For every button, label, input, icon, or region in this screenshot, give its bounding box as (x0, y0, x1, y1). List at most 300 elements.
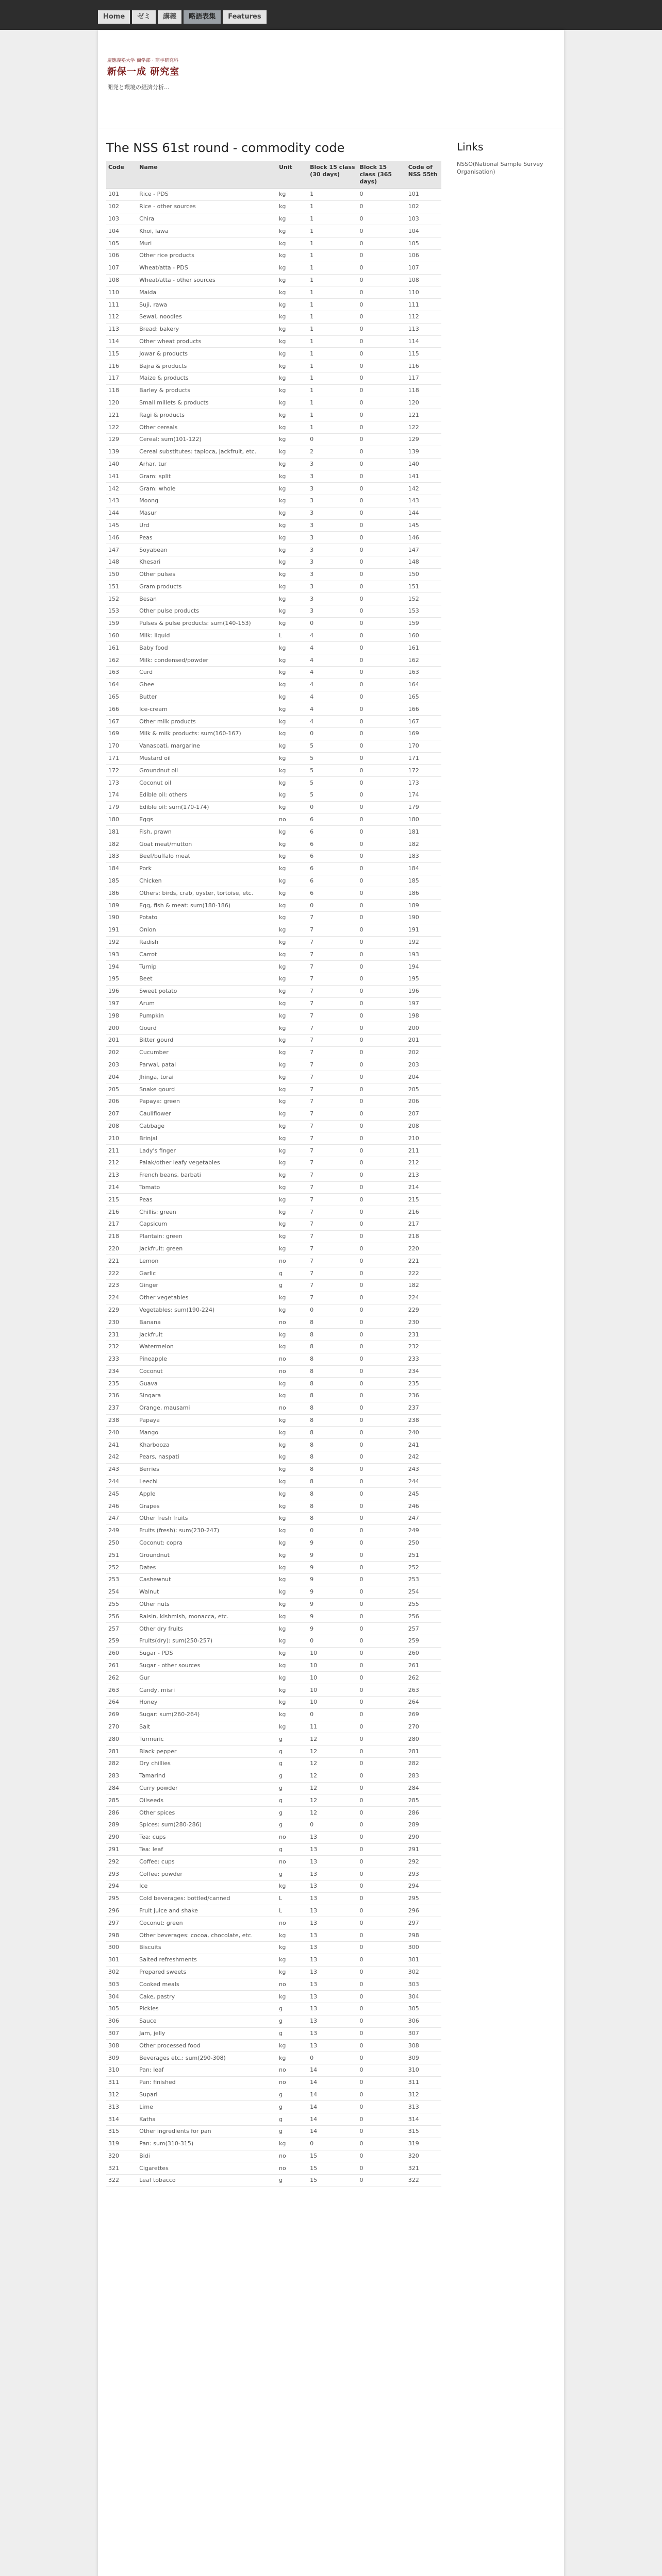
nav-item-0[interactable]: Home (98, 10, 130, 24)
cell-code: 161 (106, 642, 137, 654)
cell-block15-30days: 13 (308, 1991, 357, 2003)
cell-block15-30days: 0 (308, 2052, 357, 2064)
cell-code: 246 (106, 1500, 137, 1513)
cell-block15-30days: 8 (308, 1463, 357, 1476)
table-row (106, 1451, 441, 1464)
cell-unit: kg (277, 1991, 308, 2003)
cell-name: Fruit juice and shake (137, 1905, 277, 1917)
cell-block15-30days: 4 (308, 703, 357, 716)
cell-code: 281 (106, 1745, 137, 1758)
cell-name: Milk: condensed/powder (137, 654, 277, 667)
table-row (106, 2015, 441, 2027)
table-row (106, 887, 441, 900)
cell-nss55-code: 224 (406, 1292, 441, 1304)
cell-block15-365days: 0 (357, 532, 406, 544)
cell-nss55-code: 245 (406, 1488, 441, 1500)
cell-block15-30days: 0 (308, 1524, 357, 1537)
table-row (106, 1647, 441, 1659)
cell-unit: kg (277, 1218, 308, 1230)
cell-block15-365days: 0 (357, 495, 406, 507)
cell-name: Salt (137, 1721, 277, 1733)
cell-code: 122 (106, 421, 137, 434)
cell-name: Wheat/atta - other sources (137, 274, 277, 286)
cell-name: Lime (137, 2101, 277, 2113)
cell-code: 169 (106, 728, 137, 740)
table-row (106, 1279, 441, 1292)
cell-name: Guava (137, 1378, 277, 1390)
cell-block15-30days: 8 (308, 1414, 357, 1427)
table-body (106, 189, 441, 2187)
table-row (106, 1145, 441, 1157)
table-row (106, 544, 441, 556)
cell-code: 181 (106, 826, 137, 838)
table-row (106, 1402, 441, 1414)
cell-code: 310 (106, 2064, 137, 2076)
cell-block15-30days: 10 (308, 1659, 357, 1672)
cell-name: Biscuits (137, 1941, 277, 1954)
cell-nss55-code: 254 (406, 1586, 441, 1598)
cell-nss55-code: 103 (406, 213, 441, 225)
cell-code: 303 (106, 1978, 137, 1991)
cell-code: 243 (106, 1463, 137, 1476)
cell-unit: kg (277, 691, 308, 703)
cell-nss55-code: 147 (406, 544, 441, 556)
cell-block15-30days: 7 (308, 1059, 357, 1071)
cell-name: Milk & milk products: sum(160-167) (137, 728, 277, 740)
cell-nss55-code: 306 (406, 2015, 441, 2027)
cell-unit: kg (277, 1341, 308, 1353)
table-row (106, 1843, 441, 1856)
cell-code: 148 (106, 556, 137, 568)
cell-code: 301 (106, 1954, 137, 1966)
cell-code: 170 (106, 740, 137, 752)
cell-name: Other processed food (137, 2040, 277, 2052)
cell-name: Bajra & products (137, 360, 277, 372)
cell-block15-30days: 4 (308, 716, 357, 728)
cell-block15-365days: 0 (357, 348, 406, 360)
cell-block15-365days: 0 (357, 1267, 406, 1280)
cell-code: 202 (106, 1046, 137, 1059)
cell-unit: kg (277, 1230, 308, 1243)
table-row (106, 470, 441, 483)
table-row (106, 1181, 441, 1194)
cell-block15-30days: 10 (308, 1672, 357, 1684)
table-row (106, 286, 441, 299)
cell-block15-30days: 7 (308, 1243, 357, 1255)
cell-name: Sauce (137, 2015, 277, 2027)
cell-block15-30days: 0 (308, 801, 357, 814)
cell-code: 121 (106, 409, 137, 421)
cell-name: Bitter gourd (137, 1034, 277, 1046)
table-row (106, 814, 441, 826)
cell-unit: kg (277, 593, 308, 605)
cell-code: 237 (106, 1402, 137, 1414)
cell-nss55-code: 213 (406, 1169, 441, 1181)
cell-block15-365days: 0 (357, 519, 406, 532)
cell-name: Pulses & pulse products: sum(140-153) (137, 617, 277, 630)
cell-nss55-code: 292 (406, 1856, 441, 1868)
table-row (106, 826, 441, 838)
table-row (106, 458, 441, 470)
cell-nss55-code: 211 (406, 1145, 441, 1157)
cell-unit: kg (277, 1476, 308, 1488)
cell-nss55-code: 319 (406, 2138, 441, 2150)
cell-name: Lemon (137, 1255, 277, 1267)
cell-nss55-code: 116 (406, 360, 441, 372)
cell-unit: kg (277, 1120, 308, 1132)
table-row (106, 961, 441, 973)
cell-block15-365days: 0 (357, 1647, 406, 1659)
cell-unit: kg (277, 1537, 308, 1549)
cell-block15-30days: 14 (308, 2089, 357, 2101)
cell-block15-30days: 14 (308, 2113, 357, 2126)
cell-unit: g (277, 1819, 308, 1831)
cell-unit: kg (277, 286, 308, 299)
cell-unit: kg (277, 1108, 308, 1120)
cell-nss55-code: 179 (406, 801, 441, 814)
cell-nss55-code: 282 (406, 1758, 441, 1770)
cell-name: Pan: finished (137, 2076, 277, 2089)
cell-block15-365days: 0 (357, 1770, 406, 1782)
cell-name: Dry chillies (137, 1758, 277, 1770)
cell-unit: kg (277, 1562, 308, 1574)
cell-unit: g (277, 1279, 308, 1292)
cell-code: 298 (106, 1929, 137, 1942)
cell-code: 232 (106, 1341, 137, 1353)
table-row (106, 2052, 441, 2064)
cell-nss55-code: 259 (406, 1635, 441, 1648)
cell-unit: kg (277, 667, 308, 679)
cell-unit: kg (277, 642, 308, 654)
cell-code: 142 (106, 483, 137, 495)
cell-code: 280 (106, 1733, 137, 1745)
cell-code: 260 (106, 1647, 137, 1659)
cell-block15-365days: 0 (357, 691, 406, 703)
cell-code: 259 (106, 1635, 137, 1648)
cell-block15-30days: 12 (308, 1782, 357, 1794)
cell-code: 141 (106, 470, 137, 483)
cell-name: Rice - other sources (137, 200, 277, 213)
cell-unit: kg (277, 409, 308, 421)
table-row (106, 985, 441, 997)
cell-block15-365days: 0 (357, 961, 406, 973)
cell-block15-30days: 13 (308, 1856, 357, 1868)
cell-block15-365days: 0 (357, 335, 406, 348)
cell-block15-30days: 1 (308, 372, 357, 384)
cell-nss55-code: 301 (406, 1954, 441, 1966)
cell-block15-30days: 1 (308, 299, 357, 311)
cell-block15-365days: 0 (357, 1402, 406, 1414)
cell-name: Chira (137, 213, 277, 225)
table-row (106, 1108, 441, 1120)
cell-name: Khesari (137, 556, 277, 568)
table-row (106, 617, 441, 630)
cell-nss55-code: 170 (406, 740, 441, 752)
cell-block15-365days: 0 (357, 1046, 406, 1059)
cell-unit: kg (277, 1635, 308, 1648)
cell-unit: kg (277, 973, 308, 986)
cell-block15-365days: 0 (357, 2175, 406, 2187)
cell-code: 201 (106, 1034, 137, 1046)
table-row (106, 1034, 441, 1046)
cell-name: Mustard oil (137, 752, 277, 765)
main-navigation (98, 0, 562, 30)
cell-block15-30days: 1 (308, 249, 357, 262)
cell-block15-30days: 3 (308, 544, 357, 556)
cell-block15-30days: 12 (308, 1807, 357, 1819)
table-row (106, 1427, 441, 1439)
cell-block15-30days: 7 (308, 1132, 357, 1145)
cell-code: 195 (106, 973, 137, 986)
cell-name: Cereal: sum(101-122) (137, 433, 277, 446)
cell-name: Goat meat/mutton (137, 838, 277, 851)
cell-code: 108 (106, 274, 137, 286)
table-row (106, 1697, 441, 1709)
cell-unit: kg (277, 1941, 308, 1954)
cell-name: Coconut: copra (137, 1537, 277, 1549)
cell-nss55-code: 163 (406, 667, 441, 679)
cell-block15-30days: 8 (308, 1451, 357, 1464)
table-row (106, 1549, 441, 1562)
cell-unit: kg (277, 1966, 308, 1978)
cell-name: Papaya (137, 1414, 277, 1427)
cell-block15-365days: 0 (357, 1488, 406, 1500)
cell-nss55-code: 167 (406, 716, 441, 728)
cell-unit: kg (277, 765, 308, 777)
table-row (106, 851, 441, 863)
cell-block15-30days: 8 (308, 1341, 357, 1353)
cell-nss55-code: 234 (406, 1365, 441, 1378)
cell-block15-365days: 0 (357, 262, 406, 274)
cell-code: 322 (106, 2175, 137, 2187)
sidebar (457, 141, 555, 176)
table-row (106, 262, 441, 274)
cell-block15-30days: 13 (308, 1929, 357, 1942)
table-row (106, 1758, 441, 1770)
cell-name: Cooked meals (137, 1978, 277, 1991)
cell-name: Curd (137, 667, 277, 679)
table-row (106, 1463, 441, 1476)
cell-unit: kg (277, 568, 308, 581)
cell-unit: L (277, 1892, 308, 1905)
table-row (106, 2089, 441, 2101)
table-row (106, 556, 441, 568)
cell-unit: kg (277, 936, 308, 948)
cell-name: Pan: leaf (137, 2064, 277, 2076)
cell-code: 241 (106, 1439, 137, 1451)
cell-name: Sewai, noodles (137, 311, 277, 323)
cell-code: 321 (106, 2162, 137, 2175)
table-row (106, 642, 441, 654)
cell-name: Pineapple (137, 1353, 277, 1365)
cell-block15-365days: 0 (357, 1353, 406, 1365)
cell-block15-30days: 1 (308, 421, 357, 434)
cell-block15-365days: 0 (357, 814, 406, 826)
table-row (106, 446, 441, 458)
table-row (106, 1623, 441, 1635)
cell-nss55-code: 302 (406, 1966, 441, 1978)
cell-unit: kg (277, 1427, 308, 1439)
cell-code: 189 (106, 900, 137, 912)
cell-code: 104 (106, 225, 137, 238)
cell-code: 224 (106, 1292, 137, 1304)
cell-nss55-code: 312 (406, 2089, 441, 2101)
cell-block15-365days: 0 (357, 1304, 406, 1316)
cell-name: Peas (137, 1194, 277, 1206)
cell-name: Bread: bakery (137, 323, 277, 335)
cell-unit: no (277, 1831, 308, 1843)
cell-name: Beet (137, 973, 277, 986)
cell-code: 229 (106, 1304, 137, 1316)
nav-item-1[interactable]: ゼミ (132, 10, 156, 24)
cell-nss55-code: 180 (406, 814, 441, 826)
cell-nss55-code: 264 (406, 1697, 441, 1709)
cell-block15-30days: 7 (308, 1046, 357, 1059)
cell-code: 192 (106, 936, 137, 948)
nav-item-3[interactable]: 略語表集 (184, 10, 221, 24)
cell-block15-30days: 1 (308, 213, 357, 225)
cell-block15-30days: 13 (308, 1880, 357, 1892)
cell-nss55-code: 185 (406, 875, 441, 887)
cell-nss55-code: 251 (406, 1549, 441, 1562)
cell-unit: kg (277, 1194, 308, 1206)
cell-nss55-code: 250 (406, 1537, 441, 1549)
table-row (106, 691, 441, 703)
cell-code: 182 (106, 838, 137, 851)
cell-code: 120 (106, 397, 137, 409)
cell-unit: g (277, 1267, 308, 1280)
table-row (106, 1868, 441, 1880)
cell-block15-30days: 7 (308, 1194, 357, 1206)
table-row (106, 397, 441, 409)
cell-name: Ice-cream (137, 703, 277, 716)
cell-name: Candy, misri (137, 1684, 277, 1697)
table-row (106, 1966, 441, 1978)
cell-nss55-code: 113 (406, 323, 441, 335)
cell-unit: kg (277, 1623, 308, 1635)
cell-unit: g (277, 1745, 308, 1758)
cell-name: Cold beverages: bottled/canned (137, 1892, 277, 1905)
cell-name: Singara (137, 1390, 277, 1402)
cell-block15-365days: 0 (357, 2076, 406, 2089)
table-row (106, 1390, 441, 1402)
cell-unit: kg (277, 1513, 308, 1525)
column-header-name: Name (137, 161, 277, 189)
cell-block15-30days: 1 (308, 397, 357, 409)
table-row (106, 2113, 441, 2126)
table-row (106, 1218, 441, 1230)
cell-block15-365days: 0 (357, 1794, 406, 1807)
cell-nss55-code: 139 (406, 446, 441, 458)
cell-nss55-code: 289 (406, 1819, 441, 1831)
table-row (106, 1880, 441, 1892)
nav-item-2[interactable]: 講義 (158, 10, 181, 24)
cell-block15-365days: 0 (357, 765, 406, 777)
cell-code: 261 (106, 1659, 137, 1672)
cell-block15-30days: 1 (308, 189, 357, 201)
table-row (106, 1230, 441, 1243)
cell-code: 185 (106, 875, 137, 887)
cell-nss55-code: 115 (406, 348, 441, 360)
cell-code: 293 (106, 1868, 137, 1880)
cell-name: Carrot (137, 948, 277, 961)
cell-unit: kg (277, 826, 308, 838)
cell-name: Other beverages: cocoa, chocolate, etc. (137, 1929, 277, 1942)
cell-name: Muri (137, 238, 277, 250)
sidebar-link-nsso[interactable]: NSSO(National Sample Survey Organisation) (457, 161, 543, 175)
table-row (106, 728, 441, 740)
table-row (106, 2101, 441, 2113)
cell-nss55-code: 311 (406, 2076, 441, 2089)
table-row (106, 1892, 441, 1905)
cell-block15-365days: 0 (357, 1316, 406, 1329)
table-row (106, 1500, 441, 1513)
cell-name: Raisin, kishmish, monacca, etc. (137, 1611, 277, 1623)
cell-block15-30days: 1 (308, 335, 357, 348)
cell-code: 207 (106, 1108, 137, 1120)
cell-unit: g (277, 2113, 308, 2126)
cell-name: Lady's finger (137, 1145, 277, 1157)
table-row (106, 1905, 441, 1917)
cell-nss55-code: 144 (406, 507, 441, 519)
cell-code: 194 (106, 961, 137, 973)
table-row (106, 2138, 441, 2150)
cell-block15-365days: 0 (357, 384, 406, 397)
cell-unit: kg (277, 1157, 308, 1169)
cell-nss55-code: 208 (406, 1120, 441, 1132)
cell-name: Potato (137, 912, 277, 924)
cell-nss55-code: 205 (406, 1083, 441, 1096)
cell-name: Suji, rawa (137, 299, 277, 311)
cell-block15-30days: 5 (308, 765, 357, 777)
cell-nss55-code: 281 (406, 1745, 441, 1758)
nav-item-4[interactable]: Features (223, 10, 266, 24)
cell-nss55-code: 182 (406, 1279, 441, 1292)
cell-code: 173 (106, 777, 137, 789)
cell-block15-365days: 0 (357, 2101, 406, 2113)
cell-block15-30days: 7 (308, 1083, 357, 1096)
cell-block15-365days: 0 (357, 1292, 406, 1304)
cell-block15-30days: 3 (308, 495, 357, 507)
cell-block15-365days: 0 (357, 225, 406, 238)
site-logo[interactable] (107, 57, 241, 91)
cell-nss55-code: 217 (406, 1218, 441, 1230)
cell-block15-365days: 0 (357, 1586, 406, 1598)
cell-block15-30days: 7 (308, 936, 357, 948)
cell-name: Ginger (137, 1279, 277, 1292)
cell-code: 286 (106, 1807, 137, 1819)
cell-block15-30days: 13 (308, 2040, 357, 2052)
cell-nss55-code: 243 (406, 1463, 441, 1476)
cell-name: Edible oil: sum(170-174) (137, 801, 277, 814)
table-row (106, 323, 441, 335)
cell-block15-30days: 0 (308, 617, 357, 630)
cell-name: Cigarettes (137, 2162, 277, 2175)
table-row (106, 360, 441, 372)
cell-name: Tomato (137, 1181, 277, 1194)
cell-block15-365days: 0 (357, 249, 406, 262)
cell-code: 167 (106, 716, 137, 728)
cell-block15-30days: 13 (308, 1892, 357, 1905)
cell-code: 113 (106, 323, 137, 335)
cell-name: Sugar - PDS (137, 1647, 277, 1659)
cell-name: Vegetables: sum(190-224) (137, 1304, 277, 1316)
cell-nss55-code: 220 (406, 1243, 441, 1255)
cell-nss55-code: 182 (406, 838, 441, 851)
cell-nss55-code: 110 (406, 286, 441, 299)
cell-block15-365days: 0 (357, 1954, 406, 1966)
cell-nss55-code: 112 (406, 311, 441, 323)
